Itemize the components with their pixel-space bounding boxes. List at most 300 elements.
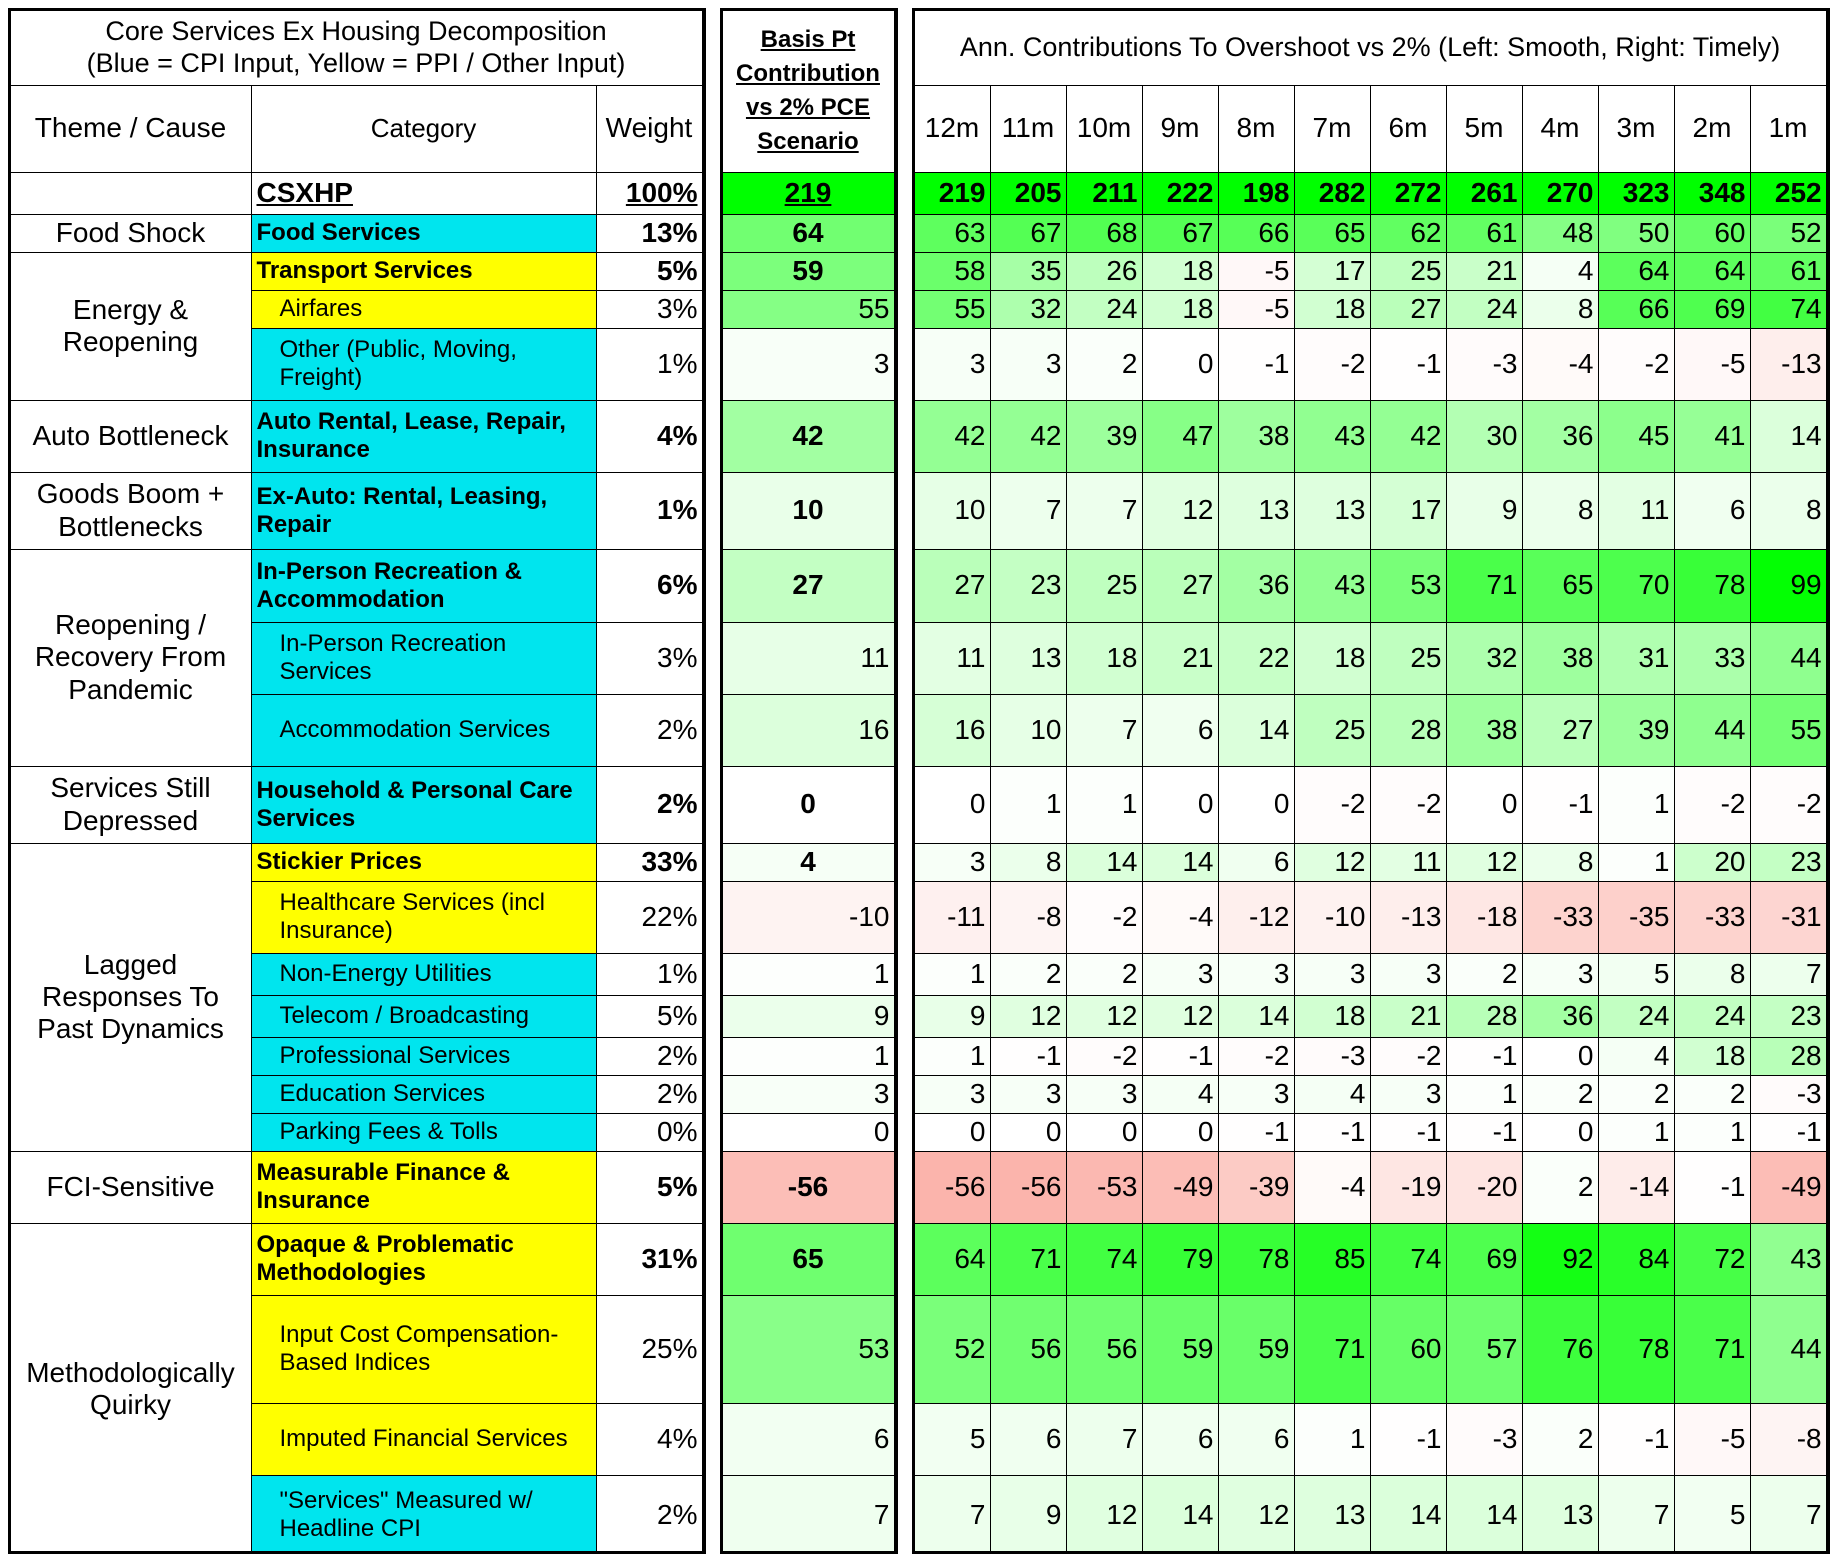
contribution-value: 13 bbox=[1294, 1475, 1370, 1554]
contribution-value: 1 bbox=[990, 766, 1066, 843]
contribution-value: 198 bbox=[1218, 172, 1294, 214]
contribution-value: 5 bbox=[1598, 953, 1674, 995]
weight-value: 2% bbox=[596, 1475, 702, 1554]
contribution-value: 13 bbox=[1294, 472, 1370, 549]
table-row bbox=[914, 290, 1826, 328]
contribution-value: 9 bbox=[1446, 472, 1522, 549]
category-label: Healthcare Services (incl Insurance) bbox=[251, 881, 596, 953]
contribution-value: 66 bbox=[1598, 290, 1674, 328]
category-label: Input Cost Compensation-Based Indices bbox=[251, 1295, 596, 1403]
category-label: Professional Services bbox=[251, 1037, 596, 1075]
month-header: 9m bbox=[1142, 85, 1218, 172]
weight-value: 1% bbox=[596, 328, 702, 400]
contribution-value: 52 bbox=[1750, 214, 1826, 252]
table-row bbox=[914, 1113, 1826, 1151]
table-row bbox=[722, 549, 894, 622]
table-row bbox=[914, 252, 1826, 290]
contributions-panel bbox=[912, 8, 1830, 1554]
category-label: Household & Personal Care Services bbox=[251, 766, 596, 843]
contribution-value: 38 bbox=[1446, 694, 1522, 766]
contribution-value: 2 bbox=[1066, 328, 1142, 400]
col-header-weight: Weight bbox=[596, 85, 702, 172]
theme-label: FCI-Sensitive bbox=[10, 1151, 251, 1223]
month-header: 4m bbox=[1522, 85, 1598, 172]
table-row bbox=[914, 1475, 1826, 1554]
contribution-value: 99 bbox=[1750, 549, 1826, 622]
contribution-value: -2 bbox=[1750, 766, 1826, 843]
theme-label: Food Shock bbox=[10, 214, 251, 252]
contribution-value: -53 bbox=[1066, 1151, 1142, 1223]
contribution-value: -8 bbox=[1750, 1403, 1826, 1475]
contribution-value: 27 bbox=[1522, 694, 1598, 766]
basis-point-panel bbox=[720, 8, 898, 1554]
contribution-value: -2 bbox=[1066, 881, 1142, 953]
contribution-value: 16 bbox=[914, 694, 990, 766]
category-label: Airfares bbox=[251, 290, 596, 328]
contribution-value: 50 bbox=[1598, 214, 1674, 252]
contribution-value: 6 bbox=[1674, 472, 1750, 549]
table-row bbox=[10, 472, 702, 549]
month-header: 10m bbox=[1066, 85, 1142, 172]
contribution-value: 2 bbox=[990, 953, 1066, 995]
contribution-value: -19 bbox=[1370, 1151, 1446, 1223]
bps-value: 53 bbox=[722, 1295, 894, 1403]
table-subtitle: (Blue = CPI Input, Yellow = PPI / Other Input) bbox=[86, 47, 626, 78]
weight-value: 5% bbox=[596, 1151, 702, 1223]
bps-value: -56 bbox=[722, 1151, 894, 1223]
table-row bbox=[914, 1037, 1826, 1075]
category-label: In-Person Recreation Services bbox=[251, 622, 596, 694]
table-row bbox=[914, 1151, 1826, 1223]
bps-value: 0 bbox=[722, 1113, 894, 1151]
contribution-value: 8 bbox=[1522, 843, 1598, 881]
contribution-value: 58 bbox=[914, 252, 990, 290]
contribution-value: 5 bbox=[1674, 1475, 1750, 1554]
contribution-value: -12 bbox=[1218, 881, 1294, 953]
contribution-value: -2 bbox=[1294, 328, 1370, 400]
bps-header-line: Contribution bbox=[736, 59, 880, 87]
contribution-value: 0 bbox=[1446, 766, 1522, 843]
contribution-value: 32 bbox=[990, 290, 1066, 328]
contribution-value: 270 bbox=[1522, 172, 1598, 214]
contribution-value: 48 bbox=[1522, 214, 1598, 252]
table-row bbox=[722, 172, 894, 214]
contribution-value: 12 bbox=[1066, 995, 1142, 1037]
contribution-value: 11 bbox=[1598, 472, 1674, 549]
table-row bbox=[10, 843, 702, 881]
contribution-value: -3 bbox=[1294, 1037, 1370, 1075]
contribution-value: -49 bbox=[1750, 1151, 1826, 1223]
contribution-value: 2 bbox=[1446, 953, 1522, 995]
contribution-value: -1 bbox=[1218, 328, 1294, 400]
bps-header-line: vs 2% PCE bbox=[745, 94, 871, 121]
table-row bbox=[914, 549, 1826, 622]
contribution-value: 23 bbox=[1750, 843, 1826, 881]
contribution-value: -1 bbox=[990, 1037, 1066, 1075]
contribution-value: 33 bbox=[1674, 622, 1750, 694]
weight-value: 2% bbox=[596, 694, 702, 766]
contribution-value: -1 bbox=[1674, 1151, 1750, 1223]
contribution-value: 84 bbox=[1598, 1223, 1674, 1295]
contribution-value: 5 bbox=[914, 1403, 990, 1475]
contribution-value: 2 bbox=[1522, 1075, 1598, 1113]
bps-value: 1 bbox=[722, 953, 894, 995]
contribution-value: 14 bbox=[1218, 694, 1294, 766]
contribution-value: 68 bbox=[1066, 214, 1142, 252]
theme-cell-empty bbox=[10, 172, 251, 214]
contribution-value: 13 bbox=[990, 622, 1066, 694]
contribution-value: -35 bbox=[1598, 881, 1674, 953]
contribution-value: 0 bbox=[1522, 1113, 1598, 1151]
contribution-value: -1 bbox=[1218, 1113, 1294, 1151]
bps-value: 42 bbox=[722, 400, 894, 472]
contribution-value: -1 bbox=[1446, 1037, 1522, 1075]
contribution-value: 8 bbox=[990, 843, 1066, 881]
contribution-value: 76 bbox=[1522, 1295, 1598, 1403]
contribution-value: -31 bbox=[1750, 881, 1826, 953]
bps-value: 65 bbox=[722, 1223, 894, 1295]
contribution-value: 22 bbox=[1218, 622, 1294, 694]
contribution-value: 43 bbox=[1294, 400, 1370, 472]
contribution-value: -2 bbox=[1218, 1037, 1294, 1075]
contribution-value: 74 bbox=[1370, 1223, 1446, 1295]
contribution-value: 44 bbox=[1674, 694, 1750, 766]
table-row bbox=[722, 252, 894, 290]
contribution-value: -33 bbox=[1674, 881, 1750, 953]
contribution-value: 1 bbox=[914, 1037, 990, 1075]
month-header: 5m bbox=[1446, 85, 1522, 172]
contribution-value: 0 bbox=[990, 1113, 1066, 1151]
bps-value: -10 bbox=[722, 881, 894, 953]
contribution-value: 4 bbox=[1142, 1075, 1218, 1113]
contribution-value: 56 bbox=[1066, 1295, 1142, 1403]
contribution-value: -14 bbox=[1598, 1151, 1674, 1223]
contribution-value: 60 bbox=[1674, 214, 1750, 252]
table-row bbox=[722, 328, 894, 400]
bps-value: 3 bbox=[722, 1075, 894, 1113]
contribution-value: 8 bbox=[1750, 472, 1826, 549]
contribution-value: 24 bbox=[1598, 995, 1674, 1037]
contribution-value: 1 bbox=[1066, 766, 1142, 843]
contribution-value: 12 bbox=[1294, 843, 1370, 881]
contribution-value: 70 bbox=[1598, 549, 1674, 622]
contribution-value: -1 bbox=[1294, 1113, 1370, 1151]
contribution-value: 0 bbox=[914, 766, 990, 843]
contribution-value: 78 bbox=[1674, 549, 1750, 622]
contribution-value: -1 bbox=[1370, 1113, 1446, 1151]
weight-value: 2% bbox=[596, 766, 702, 843]
contribution-value: 21 bbox=[1370, 995, 1446, 1037]
contribution-value: -56 bbox=[990, 1151, 1066, 1223]
category-label: Stickier Prices bbox=[251, 843, 596, 881]
contribution-value: 9 bbox=[914, 995, 990, 1037]
contribution-value: 21 bbox=[1142, 622, 1218, 694]
contribution-value: 44 bbox=[1750, 1295, 1826, 1403]
table-row bbox=[10, 172, 702, 214]
contribution-value: 55 bbox=[914, 290, 990, 328]
contribution-value: 3 bbox=[1218, 1075, 1294, 1113]
contribution-value: 1 bbox=[1446, 1075, 1522, 1113]
category-label: Transport Services bbox=[251, 252, 596, 290]
bps-header bbox=[722, 10, 894, 172]
category-label: Education Services bbox=[251, 1075, 596, 1113]
contribution-value: 14 bbox=[1446, 1475, 1522, 1554]
contribution-value: 14 bbox=[1750, 400, 1826, 472]
table-row bbox=[914, 1295, 1826, 1403]
category-label: Imputed Financial Services bbox=[251, 1403, 596, 1475]
contribution-value: 10 bbox=[990, 694, 1066, 766]
table-row bbox=[914, 1075, 1826, 1113]
weight-value: 5% bbox=[596, 252, 702, 290]
contribution-value: 12 bbox=[990, 995, 1066, 1037]
contribution-value: 6 bbox=[990, 1403, 1066, 1475]
contribution-value: 3 bbox=[1294, 953, 1370, 995]
contribution-value: 59 bbox=[1218, 1295, 1294, 1403]
table-row bbox=[914, 995, 1826, 1037]
contribution-value: 272 bbox=[1370, 172, 1446, 214]
contribution-value: 57 bbox=[1446, 1295, 1522, 1403]
contribution-value: -4 bbox=[1294, 1151, 1370, 1223]
contribution-value: 66 bbox=[1218, 214, 1294, 252]
contribution-value: 3 bbox=[1218, 953, 1294, 995]
contribution-value: 18 bbox=[1066, 622, 1142, 694]
contribution-value: 1 bbox=[1294, 1403, 1370, 1475]
contribution-value: 69 bbox=[1446, 1223, 1522, 1295]
bps-value: 7 bbox=[722, 1475, 894, 1554]
theme-label: Services Still Depressed bbox=[10, 766, 251, 843]
table-row bbox=[10, 214, 702, 252]
table-row bbox=[722, 622, 894, 694]
contribution-value: 69 bbox=[1674, 290, 1750, 328]
contribution-value: 2 bbox=[1066, 953, 1142, 995]
contributions-title: Ann. Contributions To Overshoot vs 2% (Left: Smooth, Right: Timely) bbox=[914, 10, 1826, 85]
contribution-value: 18 bbox=[1294, 995, 1370, 1037]
decomposition-table bbox=[10, 10, 703, 1555]
bps-value: 10 bbox=[722, 472, 894, 549]
contribution-value: -1 bbox=[1522, 766, 1598, 843]
contribution-value: 3 bbox=[1522, 953, 1598, 995]
contribution-value: -13 bbox=[1750, 328, 1826, 400]
contribution-value: 7 bbox=[914, 1475, 990, 1554]
weight-value: 3% bbox=[596, 290, 702, 328]
contribution-value: 85 bbox=[1294, 1223, 1370, 1295]
bps-value: 9 bbox=[722, 995, 894, 1037]
contribution-value: 17 bbox=[1370, 472, 1446, 549]
contribution-value: 12 bbox=[1142, 472, 1218, 549]
contribution-value: -2 bbox=[1370, 1037, 1446, 1075]
theme-label: Auto Bottleneck bbox=[10, 400, 251, 472]
contribution-value: -10 bbox=[1294, 881, 1370, 953]
contribution-value: 18 bbox=[1294, 290, 1370, 328]
theme-label: Lagged Responses To Past Dynamics bbox=[10, 843, 251, 1151]
weight-value: 100% bbox=[596, 172, 702, 214]
contribution-value: -1 bbox=[1446, 1113, 1522, 1151]
contribution-value: 65 bbox=[1522, 549, 1598, 622]
contribution-value: 2 bbox=[1522, 1403, 1598, 1475]
contribution-value: 9 bbox=[990, 1475, 1066, 1554]
category-label: Non-Energy Utilities bbox=[251, 953, 596, 995]
contribution-value: 52 bbox=[914, 1295, 990, 1403]
table-row bbox=[914, 694, 1826, 766]
bps-value: 4 bbox=[722, 843, 894, 881]
contribution-value: 8 bbox=[1674, 953, 1750, 995]
bps-value: 55 bbox=[722, 290, 894, 328]
contribution-value: 3 bbox=[1142, 953, 1218, 995]
month-header: 3m bbox=[1598, 85, 1674, 172]
month-header: 2m bbox=[1674, 85, 1750, 172]
contribution-value: -2 bbox=[1066, 1037, 1142, 1075]
contribution-value: 27 bbox=[914, 549, 990, 622]
contribution-value: -56 bbox=[914, 1151, 990, 1223]
contribution-value: 8 bbox=[1522, 290, 1598, 328]
contribution-value: -11 bbox=[914, 881, 990, 953]
weight-value: 5% bbox=[596, 995, 702, 1037]
bps-value: 0 bbox=[722, 766, 894, 843]
contribution-value: -5 bbox=[1218, 290, 1294, 328]
bps-header-line: Basis Pt bbox=[760, 25, 856, 53]
contribution-value: 25 bbox=[1370, 622, 1446, 694]
contribution-value: 35 bbox=[990, 252, 1066, 290]
contribution-value: 24 bbox=[1674, 995, 1750, 1037]
weight-value: 22% bbox=[596, 881, 702, 953]
bps-value: 64 bbox=[722, 214, 894, 252]
weight-value: 4% bbox=[596, 400, 702, 472]
table-row bbox=[10, 1223, 702, 1295]
contribution-value: 71 bbox=[990, 1223, 1066, 1295]
contribution-value: 2 bbox=[1674, 1075, 1750, 1113]
contribution-value: -18 bbox=[1446, 881, 1522, 953]
table-row bbox=[722, 1075, 894, 1113]
contribution-value: -39 bbox=[1218, 1151, 1294, 1223]
contribution-value: 0 bbox=[1218, 766, 1294, 843]
contribution-value: 1 bbox=[1598, 766, 1674, 843]
contribution-value: -3 bbox=[1446, 1403, 1522, 1475]
contribution-value: 31 bbox=[1598, 622, 1674, 694]
contribution-value: 211 bbox=[1066, 172, 1142, 214]
contribution-value: 74 bbox=[1750, 290, 1826, 328]
contribution-value: 6 bbox=[1142, 694, 1218, 766]
weight-value: 2% bbox=[596, 1075, 702, 1113]
contribution-value: 12 bbox=[1218, 1475, 1294, 1554]
bps-value: 16 bbox=[722, 694, 894, 766]
contribution-value: 252 bbox=[1750, 172, 1826, 214]
contribution-value: 42 bbox=[914, 400, 990, 472]
contribution-value: 42 bbox=[1370, 400, 1446, 472]
theme-label: Reopening / Recovery From Pandemic bbox=[10, 549, 251, 766]
contribution-value: 3 bbox=[914, 1075, 990, 1113]
table-row bbox=[914, 1223, 1826, 1295]
contribution-value: 205 bbox=[990, 172, 1066, 214]
contribution-value: 10 bbox=[914, 472, 990, 549]
contribution-value: 1 bbox=[1674, 1113, 1750, 1151]
contribution-value: -4 bbox=[1522, 328, 1598, 400]
contribution-value: -20 bbox=[1446, 1151, 1522, 1223]
contribution-value: 14 bbox=[1142, 843, 1218, 881]
contribution-value: 45 bbox=[1598, 400, 1674, 472]
contribution-value: 64 bbox=[1674, 252, 1750, 290]
contribution-value: -33 bbox=[1522, 881, 1598, 953]
category-label: Measurable Finance & Insurance bbox=[251, 1151, 596, 1223]
table-row bbox=[722, 953, 894, 995]
table-row bbox=[722, 1151, 894, 1223]
contribution-value: 59 bbox=[1142, 1295, 1218, 1403]
contribution-value: 11 bbox=[1370, 843, 1446, 881]
contribution-value: 24 bbox=[1446, 290, 1522, 328]
contribution-value: 219 bbox=[914, 172, 990, 214]
contribution-value: 39 bbox=[1598, 694, 1674, 766]
contribution-value: 3 bbox=[1066, 1075, 1142, 1113]
contribution-value: -2 bbox=[1598, 328, 1674, 400]
category-label: Telecom / Broadcasting bbox=[251, 995, 596, 1037]
month-header: 12m bbox=[914, 85, 990, 172]
contribution-value: 0 bbox=[1522, 1037, 1598, 1075]
contribution-value: 18 bbox=[1294, 622, 1370, 694]
contribution-value: 14 bbox=[1142, 1475, 1218, 1554]
contribution-value: 30 bbox=[1446, 400, 1522, 472]
bps-value: 219 bbox=[722, 172, 894, 214]
table-row bbox=[914, 214, 1826, 252]
table-row bbox=[722, 1403, 894, 1475]
contribution-value: -2 bbox=[1294, 766, 1370, 843]
contribution-value: 47 bbox=[1142, 400, 1218, 472]
contribution-value: 3 bbox=[1370, 953, 1446, 995]
contribution-value: 72 bbox=[1674, 1223, 1750, 1295]
contribution-value: 2 bbox=[1598, 1075, 1674, 1113]
contribution-value: 32 bbox=[1446, 622, 1522, 694]
contribution-value: 0 bbox=[1142, 1113, 1218, 1151]
contribution-value: 0 bbox=[1142, 328, 1218, 400]
category-label: Accommodation Services bbox=[251, 694, 596, 766]
contribution-value: 56 bbox=[990, 1295, 1066, 1403]
table-row bbox=[914, 843, 1826, 881]
contribution-value: 12 bbox=[1142, 995, 1218, 1037]
contribution-value: 74 bbox=[1066, 1223, 1142, 1295]
table-row bbox=[914, 172, 1826, 214]
contribution-value: -2 bbox=[1370, 766, 1446, 843]
table-row bbox=[914, 622, 1826, 694]
contribution-value: -1 bbox=[1142, 1037, 1218, 1075]
contribution-value: 12 bbox=[1446, 843, 1522, 881]
contribution-value: 3 bbox=[990, 1075, 1066, 1113]
bps-value: 27 bbox=[722, 549, 894, 622]
contribution-value: 261 bbox=[1446, 172, 1522, 214]
contribution-value: 25 bbox=[1066, 549, 1142, 622]
category-label: Food Services bbox=[251, 214, 596, 252]
contribution-value: -49 bbox=[1142, 1151, 1218, 1223]
contribution-value: 0 bbox=[1142, 766, 1218, 843]
contribution-value: 3 bbox=[914, 843, 990, 881]
contribution-value: 23 bbox=[990, 549, 1066, 622]
month-header: 11m bbox=[990, 85, 1066, 172]
table-row bbox=[10, 1151, 702, 1223]
weight-value: 4% bbox=[596, 1403, 702, 1475]
contribution-value: -5 bbox=[1218, 252, 1294, 290]
contribution-value: 1 bbox=[1598, 843, 1674, 881]
contribution-value: 61 bbox=[1750, 252, 1826, 290]
contribution-value: 38 bbox=[1218, 400, 1294, 472]
contribution-value: 78 bbox=[1218, 1223, 1294, 1295]
contribution-value: 7 bbox=[1066, 694, 1142, 766]
contribution-value: 71 bbox=[1294, 1295, 1370, 1403]
contribution-value: 20 bbox=[1674, 843, 1750, 881]
weight-value: 0% bbox=[596, 1113, 702, 1151]
table-row bbox=[914, 472, 1826, 549]
table-row bbox=[722, 1113, 894, 1151]
contribution-value: 14 bbox=[1370, 1475, 1446, 1554]
basis-point-table bbox=[722, 10, 895, 1555]
contribution-value: 25 bbox=[1370, 252, 1446, 290]
contribution-value: -1 bbox=[1750, 1113, 1826, 1151]
